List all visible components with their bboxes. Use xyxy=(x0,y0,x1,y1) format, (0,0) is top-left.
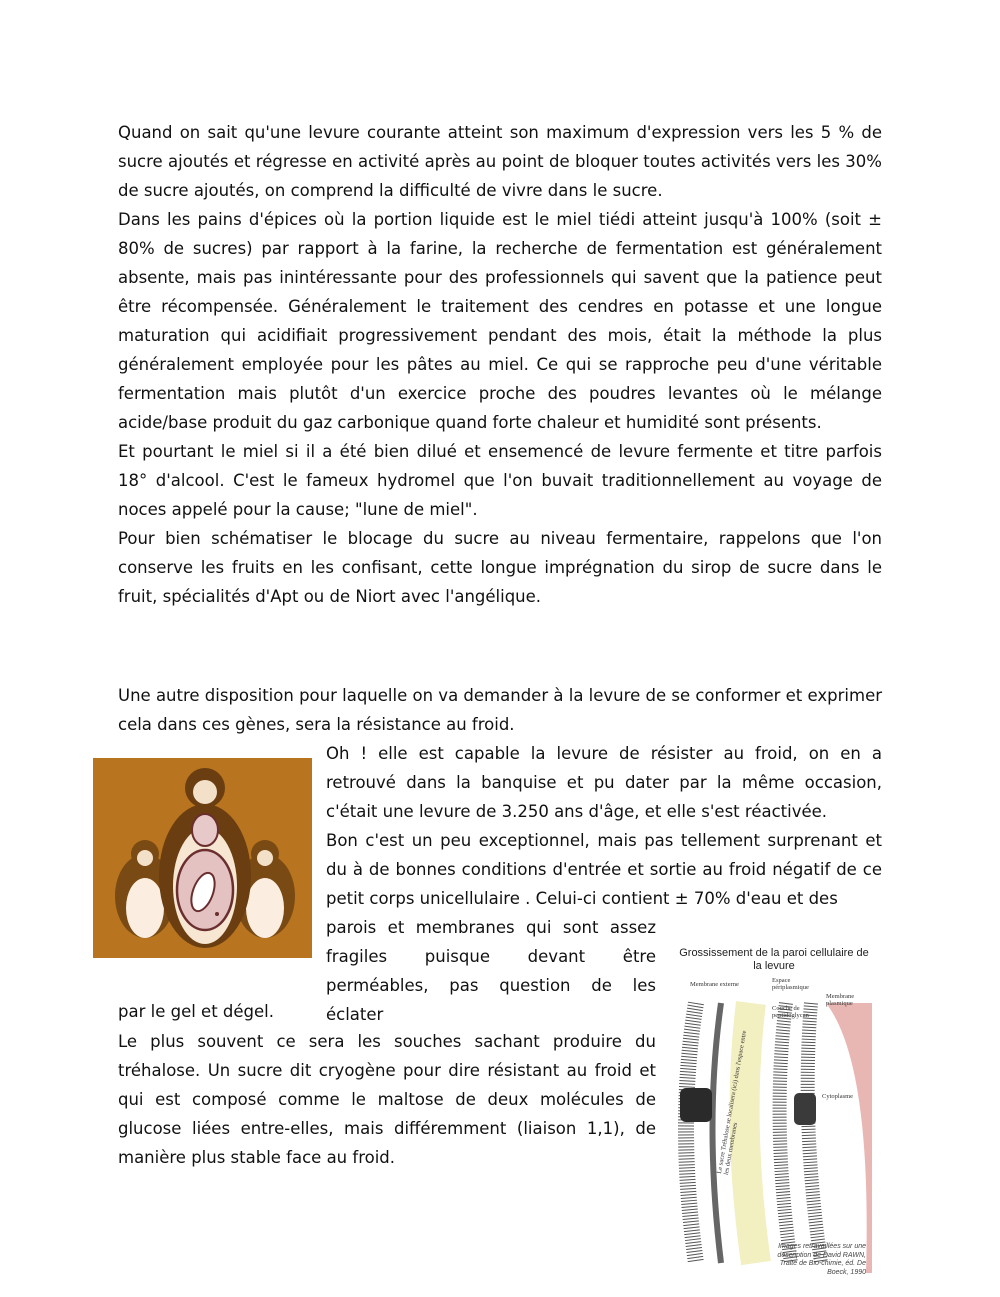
paragraph-pain-epices: Dans les pains d'épices où la portion liquide est le miel tiédi atteint jusqu'à 100% (soit ± 80% de sucres) par rapport à la farine, la recherche de fermentation est généralement absente, mais pas inintéressante pour des professionnels qui savent que la patience peut être récompensée. Généralement le traitement des cendres en potasse et une longue maturation qui acidifiait progressivement pendant des mois, était la méthode la plus généralement employée pour les pâtes au miel. Ce qui se rapproche peu d'une véritable fermentation mais plutôt d'un exercice proche des poudres levantes où le mélange acide/base produit du gaz carbonique quand forte chaleur et humidité sont présents. xyxy=(118,210,882,432)
label-membrane-plasmique: Membrane plasmique xyxy=(826,993,855,1007)
label-cytoplasme: Cytoplasme xyxy=(822,1093,854,1100)
paragraph-hydromel: Et pourtant le miel si il a été bien dilué et ensemencé de levure fermente et titre parfois 18° d'alcool. C'est le fameux hydromel que l'on buvait traditionnellement au voyage de noces appelé pour la cause; "lune de miel". xyxy=(118,442,882,519)
cell-wall-diagram xyxy=(676,943,872,1283)
yeast-penguins-drawing xyxy=(93,758,312,958)
paragraph-unicellular: Bon c'est un peu exceptionnel, mais pas tellement surprenant et du à de bonnes conditions d'entrée et sortie au froid négatif de ce petit corps unicellulaire . Celui-ci contient ± 70% d'eau et des xyxy=(326,831,882,908)
paragraph-membranes: parois et membranes qui sont assez fragiles puisque devant être perméables, pas question de les éclater xyxy=(326,918,656,1024)
yeast-penguins-illustration xyxy=(93,758,312,958)
label-membrane-externe: Membrane externe xyxy=(690,981,739,988)
paragraph-trehalose: Le plus souvent ce sera les souches sachant produire du tréhalose. Un sucre dit cryogène pour dire résistant au froid et qui est composé comme le maltose de deux molécules de glucose liées entre-elles, mais différemment (liaison 1,1), de manière plus stable face au froid. xyxy=(118,1032,656,1167)
paragraph-cold-resistance-intro: Une autre disposition pour laquelle on va demander à la levure de se conformer et exprimer cela dans ces gènes, sera la résistance au froid. xyxy=(118,686,882,734)
paragraph-gel-degel: par le gel et dégel. xyxy=(118,1002,274,1021)
paragraph-banquise: Oh ! elle est capable la levure de résister au froid, on en a retrouvé dans la banquise et pu dater par la même occasion, c'était une levure de 3.250 ans d'âge, et elle s'est réactivée. xyxy=(326,744,882,821)
cell-wall-title: Grossissement de la paroi cellulaire de la levure xyxy=(679,947,869,972)
cell-wall-caption: Images retravaillées sur une description de David RAWN, Traité de Bio-chimie, éd. De Boeck, 1990 xyxy=(777,1243,866,1276)
paragraph-fruits-confits: Pour bien schématiser le blocage du sucre au niveau fermentaire, rappelons que l'on conserve les fruits en les confisant, cette longue imprégnation du sirop de sucre dans le fruit, spécialités d'Apt ou de Niort avec l'angélique. xyxy=(118,529,882,606)
paragraph-sugar-yeast: Quand on sait qu'une levure courante atteint son maximum d'expression vers les 5 % de sucre ajoutés et régresse en activité après au point de bloquer toutes activités vers les 30% de sucre ajoutés, on comprend la difficulté de vivre dans le sucre. xyxy=(118,123,882,200)
label-espace-periplasmique: Espace périplasmique xyxy=(772,977,809,991)
label-trehalose-note: Le sucre Tréhalose se localisera (ici) dans l'espace entre les deux membranes xyxy=(716,1030,749,1176)
label-couche-peptidoglycan: Couche de peptidoglycan xyxy=(772,1005,809,1019)
